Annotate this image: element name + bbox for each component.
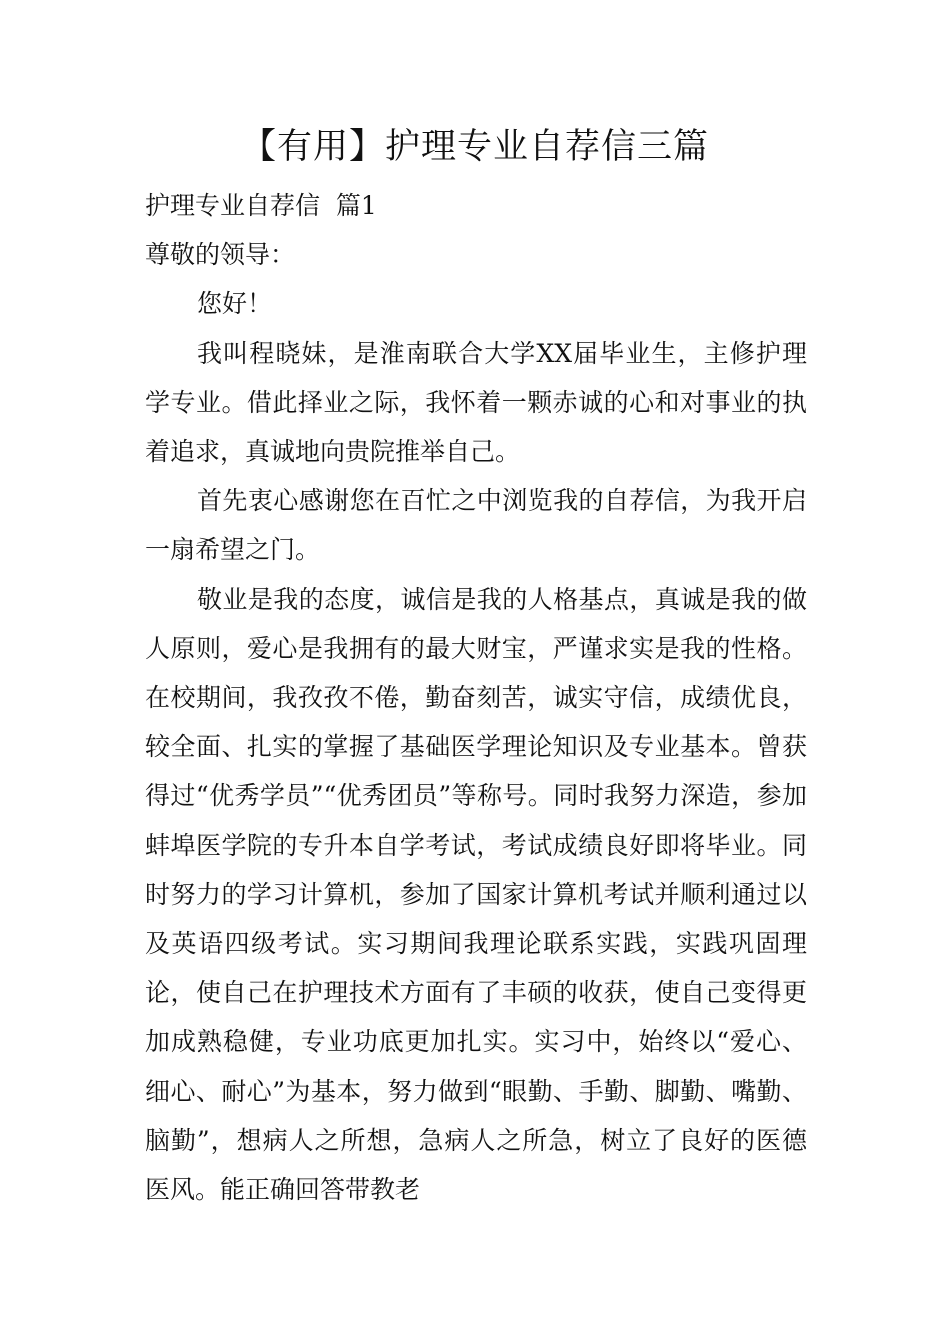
paragraph-thanks: 首先衷心感谢您在百忙之中浏览我的自荐信，为我开启一扇希望之门。	[145, 486, 807, 565]
greeting: 您好！	[197, 289, 273, 319]
section-heading: 护理专业自荐信 篇1	[145, 191, 377, 220]
document-title: 【有用】护理专业自荐信三篇	[240, 127, 709, 167]
paragraph-qualifications: 敬业是我的态度，诚信是我的人格基点，真诚是我的做人原则，爱心是我拥有的最大财宝，严谨求实是我的性格。在校期间，我孜孜不倦，勤奋刻苦，诚实守信，成绩优良，较全面、扎实的掌握了基础医学理论知识及专业基本。曾获得过“优秀学员”“优秀团员”等称号。同时我努力深造，参加蚌埠医学院的专升本自学考试，考试成绩良好即将毕业。同时努力的学习计算机，参加了国家计算机考试并顺利通过以及英语四级考试。实习期间我理论联系实践，实践巩固理论，使自己在护理技术方面有了丰硕的收获，使自己变得更加成熟稳健，专业功底更加扎实。实习中，始终以“爱心、细心、耐心”为基本，努力做到“眼勤、手勤、脚勤、嘴勤、脑勤”，想病人之所想，急病人之所急，树立了良好的医德医风。能正确回答带教老	[145, 584, 807, 1205]
salutation: 尊敬的领导：	[145, 240, 296, 270]
document-body	[145, 181, 807, 1214]
paragraph-introduction: 我叫程晓妹，是淮南联合大学XX届毕业生，主修护理学专业。借此择业之际，我怀着一颗赤诚的心和对事业的执着追求，真诚地向贵院推举自己。	[145, 338, 807, 467]
